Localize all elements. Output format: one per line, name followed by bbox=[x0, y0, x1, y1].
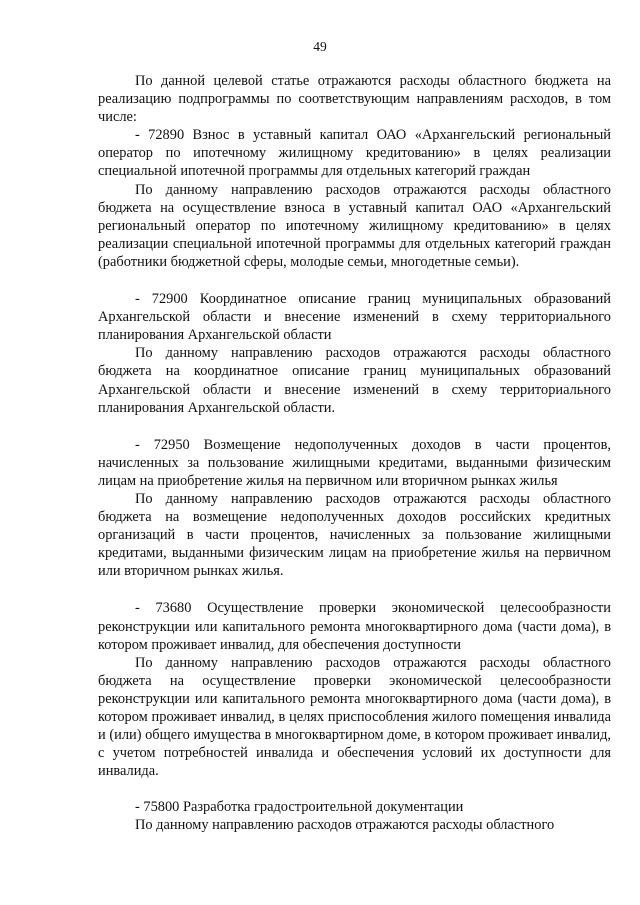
item-73680-description: По данному направлению расходов отражаются расходы областного бюджета на осуществление проверки экономической целесообразности реконструкции или капитального ремонта многоквартирного дома (части дома), в котором проживает инвалид, в целях приспособления жилого помещения инвалида и (или) общего имущества в многоквартирном доме, в котором проживает инвалид, с учетом потребностей инвалида и обеспечения условий их доступности для инвалида. bbox=[98, 654, 611, 780]
paragraph-intro: По данной целевой статье отражаются расходы областного бюджета на реализацию подпрограммы по соответствующим направлениям расходов, в том числе: bbox=[98, 73, 611, 126]
item-75800-description: По данному направлению расходов отражаются расходы областного bbox=[135, 817, 555, 834]
item-73680-heading: - 73680 Осуществление проверки экономической целесообразности реконструкции или капитального ремонта многоквартирного дома (части дома), в котором проживает инвалид, для обеспечения доступности bbox=[98, 600, 611, 653]
item-72900-description: По данному направлению расходов отражаются расходы областного бюджета на координатное описание границ муниципальных образований Архангельской области и внесение изменений в схему территориального планирования Архангельской области. bbox=[98, 345, 611, 416]
section-gap bbox=[98, 780, 611, 798]
item-72950-description: По данному направлению расходов отражаются расходы областного бюджета на возмещение недополученных доходов российских кредитных организаций в части процентов, начисленных за пользование жилищными кредитами, выданными физическим лицам на приобретение жилья на первичном или вторичном рынках жилья. bbox=[98, 490, 611, 580]
item-72900-heading: - 72900 Координатное описание границ муниципальных образований Архангельской области и внесение изменений в схему территориального планирования Архангельской области bbox=[98, 291, 611, 344]
section-gap bbox=[98, 580, 611, 599]
item-72890-description: По данному направлению расходов отражаются расходы областного бюджета на осуществление взноса в уставный капитал ОАО «Архангельский региональный оператор по ипотечному жилищному кредитованию» в целях реализации специальной ипотечной программы для отдельных категорий граждан (работники бюджетной сферы, молодые семьи, многодетные семьи). bbox=[98, 181, 611, 270]
section-gap bbox=[98, 271, 611, 290]
item-75800-heading: - 75800 Разработка градостроительной документации bbox=[135, 799, 464, 816]
page-content bbox=[98, 72, 611, 835]
item-72950-heading: - 72950 Возмещение недополученных доходов в части процентов, начисленных за пользование жилищными кредитами, выданными физическим лицам на приобретение жилья на первичном или вторичном рынках жилья bbox=[98, 436, 611, 489]
section-gap bbox=[98, 417, 611, 436]
page-number: 49 bbox=[313, 39, 327, 54]
item-72890-heading: - 72890 Взнос в уставный капитал ОАО «Архангельский региональный оператор по ипотечному жилищному кредитованию» в целях реализации специальной ипотечной программы для отдельных категорий граждан bbox=[98, 127, 611, 180]
